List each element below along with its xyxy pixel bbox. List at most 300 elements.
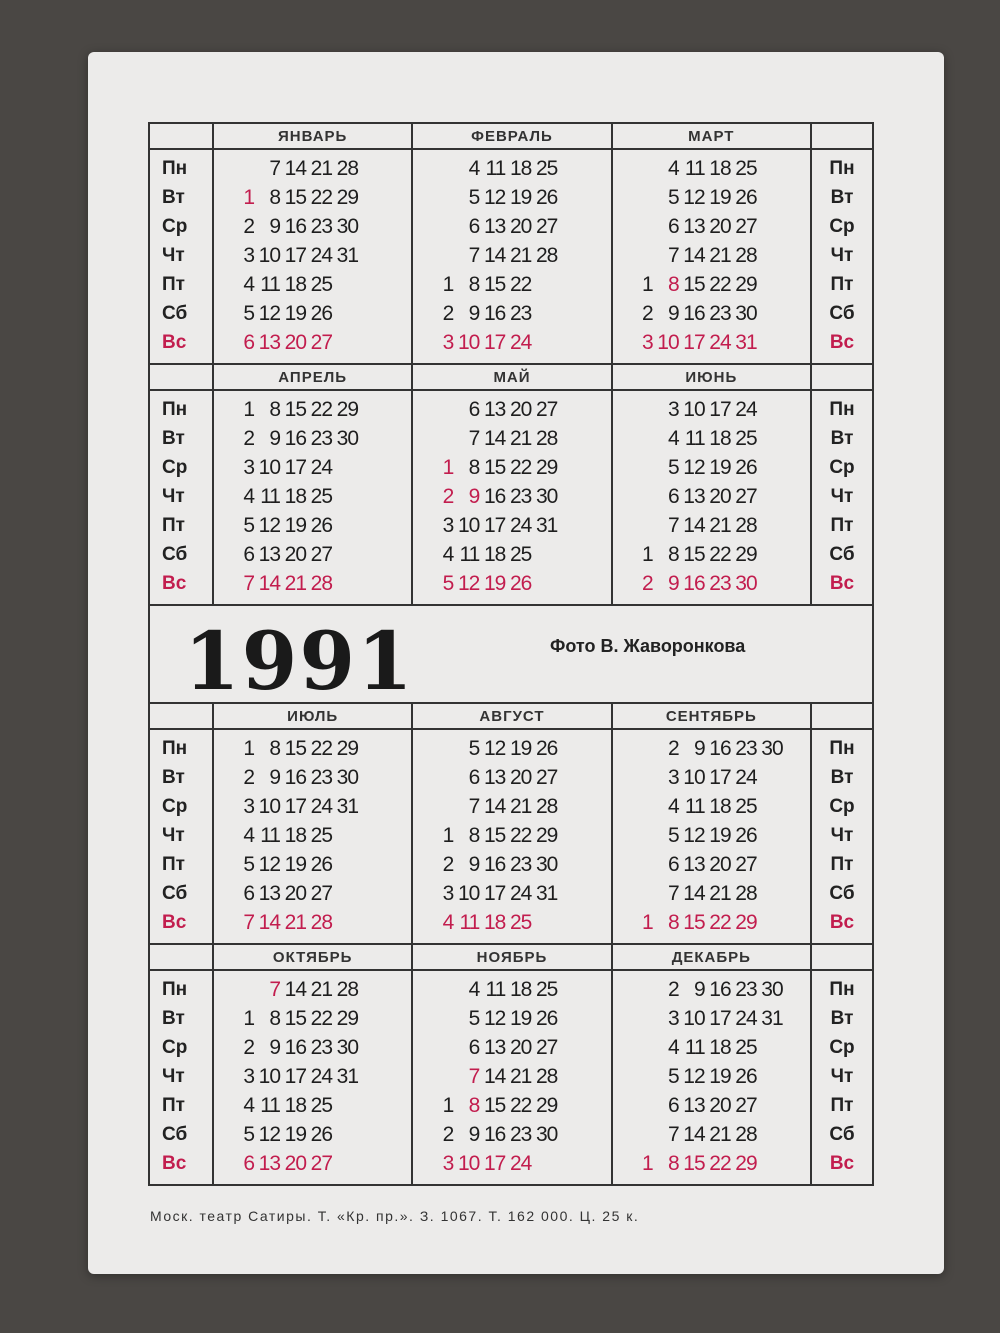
weekday-names-right <box>810 150 872 363</box>
day-number: 3 <box>243 455 254 479</box>
week-row <box>435 879 610 908</box>
day-number: 10 <box>258 1064 280 1088</box>
week-row <box>236 821 411 850</box>
day-number: 19 <box>509 736 532 760</box>
day-number: 15 <box>683 1151 705 1175</box>
day-number: 2 <box>641 571 653 595</box>
day-number: 29 <box>336 185 358 209</box>
day-number: 12 <box>683 185 705 209</box>
week-row <box>635 183 810 212</box>
day-number: 19 <box>509 1006 532 1030</box>
day-number: 21 <box>709 1122 731 1146</box>
weekday-label: Сб <box>162 1124 188 1145</box>
day-number: 20 <box>509 1035 532 1059</box>
day-number: 12 <box>258 852 280 876</box>
day-number: 16 <box>709 736 731 760</box>
day-number: 25 <box>535 977 558 1001</box>
day-number: 2 <box>442 852 454 876</box>
month-days <box>611 971 810 1184</box>
day-number: 18 <box>509 977 532 1001</box>
day-number: 26 <box>735 185 757 209</box>
week-row <box>435 212 610 241</box>
day-number: 5 <box>442 571 454 595</box>
day-number: 2 <box>243 426 254 450</box>
day-number: 4 <box>667 794 679 818</box>
day-number: 1 <box>641 1151 653 1175</box>
week-row <box>635 975 810 1004</box>
day-number: 10 <box>258 794 280 818</box>
week-row <box>236 763 411 792</box>
day-number: 18 <box>509 156 532 180</box>
day-number: 15 <box>683 542 705 566</box>
day-number: 27 <box>310 542 332 566</box>
day-number: 23 <box>509 301 532 325</box>
day-number: 20 <box>284 1151 306 1175</box>
day-number: 24 <box>310 455 332 479</box>
weekday-label: Сб <box>829 883 855 904</box>
day-number: 9 <box>269 426 280 450</box>
day-number: 24 <box>709 330 731 354</box>
day-number: 3 <box>442 1151 454 1175</box>
day-number: 17 <box>483 513 506 537</box>
day-number: 30 <box>336 426 358 450</box>
day-number: 10 <box>683 765 705 789</box>
day-number: 17 <box>483 1151 506 1175</box>
day-number: 4 <box>243 272 254 296</box>
week-row <box>635 1062 810 1091</box>
day-number: 15 <box>483 272 506 296</box>
day-number: 2 <box>243 214 254 238</box>
weekday-names-right <box>810 971 872 1184</box>
weekday-label: Вс <box>829 573 855 594</box>
week-row <box>236 1004 411 1033</box>
week-row <box>435 241 610 270</box>
weekday-label: Сб <box>162 544 188 565</box>
day-number: 14 <box>683 1122 705 1146</box>
day-number: 11 <box>684 426 705 450</box>
day-number: 24 <box>310 794 332 818</box>
day-number: 5 <box>468 736 480 760</box>
day-number: 15 <box>284 397 306 421</box>
day-number: 30 <box>735 571 757 595</box>
day-number: 9 <box>667 571 679 595</box>
week-row <box>236 569 411 598</box>
weekday-label: Вт <box>162 767 185 788</box>
day-number: 10 <box>683 1006 705 1030</box>
day-number: 12 <box>258 513 280 537</box>
day-number: 3 <box>667 1006 679 1030</box>
weekday-label: Ср <box>829 457 855 478</box>
month-name: АПРЕЛЬ <box>212 365 411 391</box>
day-number: 22 <box>709 910 731 934</box>
day-number: 28 <box>310 910 332 934</box>
day-number: 28 <box>535 794 558 818</box>
day-number: 30 <box>535 852 558 876</box>
day-number: 25 <box>735 1035 757 1059</box>
day-number: 6 <box>468 397 480 421</box>
day-number: 5 <box>468 1006 480 1030</box>
day-number: 26 <box>535 1006 558 1030</box>
day-number: 2 <box>667 977 679 1001</box>
day-number: 21 <box>509 794 532 818</box>
month-days <box>411 971 610 1184</box>
day-number: 28 <box>535 243 558 267</box>
day-number: 5 <box>468 185 480 209</box>
day-number: 23 <box>735 977 757 1001</box>
day-number: 9 <box>667 301 679 325</box>
day-number: 7 <box>667 881 679 905</box>
week-row <box>435 850 610 879</box>
day-number: 16 <box>284 214 306 238</box>
day-number: 27 <box>735 1093 757 1117</box>
day-number: 30 <box>336 214 358 238</box>
day-number: 31 <box>336 794 358 818</box>
day-number: 6 <box>468 1035 480 1059</box>
month-name: СЕНТЯБРЬ <box>611 704 810 730</box>
day-number: 19 <box>709 185 731 209</box>
day-number: 27 <box>535 1035 558 1059</box>
day-number: 28 <box>735 881 757 905</box>
month-name: НОЯБРЬ <box>411 945 610 971</box>
calendar-grid <box>148 122 874 1186</box>
day-number: 13 <box>483 214 506 238</box>
weekday-label: Сб <box>829 544 855 565</box>
week-row <box>435 1062 610 1091</box>
weekday-label: Сб <box>162 303 188 324</box>
day-number: 22 <box>509 272 532 296</box>
week-row <box>635 395 810 424</box>
day-number: 1 <box>243 397 254 421</box>
day-number: 5 <box>667 185 679 209</box>
day-number: 17 <box>709 397 731 421</box>
day-number: 16 <box>683 571 705 595</box>
week-row <box>435 511 610 540</box>
day-number: 12 <box>483 1006 506 1030</box>
day-number: 19 <box>709 455 731 479</box>
day-number: 17 <box>284 1064 306 1088</box>
weekday-label: Вс <box>162 332 187 353</box>
day-number: 15 <box>284 736 306 760</box>
day-number: 20 <box>709 852 731 876</box>
day-number: 13 <box>258 330 280 354</box>
week-row <box>236 424 411 453</box>
day-number: 10 <box>683 397 705 421</box>
week-row <box>635 241 810 270</box>
weekday-label: Пт <box>830 274 854 295</box>
weekday-label: Вт <box>830 767 854 788</box>
day-number: 27 <box>735 484 757 508</box>
header-spacer <box>810 704 872 730</box>
day-number: 20 <box>709 214 731 238</box>
day-number: 13 <box>683 214 705 238</box>
day-number: 22 <box>310 185 332 209</box>
weekday-label: Пн <box>829 158 855 179</box>
day-number: 14 <box>683 243 705 267</box>
day-number: 11 <box>260 1093 280 1117</box>
header-spacer <box>810 945 872 971</box>
day-number: 23 <box>709 301 731 325</box>
day-number: 22 <box>509 455 532 479</box>
day-number: 30 <box>535 1122 558 1146</box>
day-number: 5 <box>243 301 254 325</box>
day-number: 16 <box>284 765 306 789</box>
day-number: 21 <box>284 571 306 595</box>
week-row <box>635 763 810 792</box>
day-number: 3 <box>243 243 254 267</box>
day-number: 23 <box>509 484 532 508</box>
day-number: 12 <box>258 301 280 325</box>
weekday-names-right <box>810 391 872 604</box>
day-number: 25 <box>509 542 532 566</box>
day-number: 7 <box>243 571 254 595</box>
week-row <box>435 734 610 763</box>
day-number: 11 <box>684 156 705 180</box>
day-number: 30 <box>336 1035 358 1059</box>
day-number: 14 <box>284 156 306 180</box>
weekday-label: Вт <box>162 187 185 208</box>
day-number: 25 <box>310 1093 332 1117</box>
day-number: 20 <box>509 397 532 421</box>
day-number: 2 <box>442 484 454 508</box>
week-row <box>435 1120 610 1149</box>
day-number: 27 <box>735 214 757 238</box>
day-number: 8 <box>269 736 280 760</box>
header-spacer <box>150 124 212 150</box>
day-number: 18 <box>483 542 506 566</box>
day-number: 9 <box>468 1122 480 1146</box>
day-number: 19 <box>483 571 506 595</box>
week-row <box>435 424 610 453</box>
day-number: 2 <box>243 765 254 789</box>
day-number: 24 <box>735 765 757 789</box>
month-name: АВГУСТ <box>411 704 610 730</box>
weekday-names-right <box>810 730 872 943</box>
day-number: 17 <box>284 455 306 479</box>
week-row <box>236 453 411 482</box>
day-number: 30 <box>735 301 757 325</box>
day-number: 10 <box>457 513 480 537</box>
day-number: 14 <box>284 977 306 1001</box>
week-row <box>236 154 411 183</box>
week-row <box>635 424 810 453</box>
day-number: 29 <box>735 272 757 296</box>
day-number: 29 <box>735 910 757 934</box>
weekday-label: Ср <box>829 216 855 237</box>
weekday-names-left <box>150 730 212 943</box>
month-days <box>611 730 810 943</box>
day-number: 21 <box>310 977 332 1001</box>
weekday-label: Пт <box>162 515 185 536</box>
week-row <box>635 850 810 879</box>
weekday-label: Пт <box>162 854 185 875</box>
week-row <box>635 879 810 908</box>
week-row <box>635 1149 810 1178</box>
month-name: ОКТЯБРЬ <box>212 945 411 971</box>
day-number: 4 <box>667 426 679 450</box>
week-row <box>236 328 411 357</box>
day-number: 12 <box>483 736 506 760</box>
week-row <box>236 511 411 540</box>
week-row <box>435 453 610 482</box>
day-number: 21 <box>310 156 332 180</box>
day-number: 7 <box>468 794 480 818</box>
day-number: 4 <box>243 823 254 847</box>
weekday-label: Вс <box>162 912 187 933</box>
week-row <box>236 1120 411 1149</box>
day-number: 15 <box>483 1093 506 1117</box>
weekday-label: Чт <box>830 486 854 507</box>
day-number: 20 <box>709 1093 731 1117</box>
day-number: 31 <box>336 243 358 267</box>
month-name: ИЮЛЬ <box>212 704 411 730</box>
day-number: 19 <box>284 301 306 325</box>
weekday-label: Сб <box>829 1124 855 1145</box>
month-days <box>611 150 810 363</box>
week-row <box>435 1091 610 1120</box>
day-number: 9 <box>468 301 480 325</box>
day-number: 24 <box>509 513 532 537</box>
day-number: 11 <box>459 542 480 566</box>
day-number: 14 <box>483 243 506 267</box>
week-row <box>435 1004 610 1033</box>
year-banner <box>150 606 872 708</box>
weekday-label: Вс <box>829 332 855 353</box>
day-number: 8 <box>468 272 480 296</box>
day-number: 29 <box>336 736 358 760</box>
day-number: 11 <box>485 156 506 180</box>
day-number: 1 <box>641 542 653 566</box>
day-number: 17 <box>709 765 731 789</box>
day-number: 6 <box>468 765 480 789</box>
week-row <box>635 299 810 328</box>
weekday-label: Пн <box>162 158 188 179</box>
week-row <box>635 1120 810 1149</box>
day-number: 6 <box>243 330 254 354</box>
day-number: 28 <box>535 426 558 450</box>
week-row <box>236 792 411 821</box>
day-number: 4 <box>442 910 454 934</box>
day-number: 22 <box>709 272 731 296</box>
day-number: 27 <box>535 214 558 238</box>
week-row <box>635 540 810 569</box>
day-number: 23 <box>310 214 332 238</box>
day-number: 21 <box>709 513 731 537</box>
week-row <box>236 241 411 270</box>
day-number: 26 <box>509 571 532 595</box>
day-number: 9 <box>693 736 705 760</box>
weekday-label: Сб <box>829 303 855 324</box>
day-number: 8 <box>667 1151 679 1175</box>
month-name: ИЮНЬ <box>611 365 810 391</box>
weekday-label: Чт <box>162 245 185 266</box>
month-name: ДЕКАБРЬ <box>611 945 810 971</box>
day-number: 18 <box>284 484 306 508</box>
day-number: 1 <box>243 736 254 760</box>
day-number: 2 <box>641 301 653 325</box>
weekday-label: Чт <box>162 486 185 507</box>
day-number: 3 <box>243 794 254 818</box>
day-number: 29 <box>535 823 558 847</box>
week-row <box>236 1091 411 1120</box>
day-number: 15 <box>683 910 705 934</box>
weekday-label: Пт <box>830 1095 854 1116</box>
day-number: 19 <box>709 823 731 847</box>
day-number: 13 <box>483 397 506 421</box>
month-days <box>212 730 411 943</box>
week-row <box>435 328 610 357</box>
week-row <box>236 395 411 424</box>
month-name: ФЕВРАЛЬ <box>411 124 610 150</box>
day-number: 3 <box>667 397 679 421</box>
day-number: 6 <box>468 214 480 238</box>
day-number: 5 <box>243 852 254 876</box>
day-number: 18 <box>284 1093 306 1117</box>
day-number: 17 <box>284 794 306 818</box>
day-number: 24 <box>509 881 532 905</box>
month-days <box>611 391 810 604</box>
day-number: 15 <box>483 823 506 847</box>
weekday-label: Пн <box>829 738 855 759</box>
week-row <box>435 1149 610 1178</box>
day-number: 27 <box>310 881 332 905</box>
weekday-label: Пн <box>162 738 188 759</box>
day-number: 15 <box>683 272 705 296</box>
day-number: 2 <box>442 301 454 325</box>
day-number: 13 <box>483 765 506 789</box>
day-number: 11 <box>260 484 280 508</box>
day-number: 13 <box>258 881 280 905</box>
day-number: 24 <box>310 243 332 267</box>
day-number: 30 <box>336 765 358 789</box>
day-number: 20 <box>284 542 306 566</box>
day-number: 18 <box>709 1035 731 1059</box>
day-number: 4 <box>442 542 454 566</box>
day-number: 10 <box>457 881 480 905</box>
quarter-block <box>150 945 872 1184</box>
week-row <box>435 183 610 212</box>
day-number: 18 <box>709 426 731 450</box>
day-number: 14 <box>683 513 705 537</box>
day-number: 23 <box>735 736 757 760</box>
day-number: 25 <box>535 156 558 180</box>
week-row <box>635 154 810 183</box>
day-number: 6 <box>667 852 679 876</box>
day-number: 19 <box>284 1122 306 1146</box>
week-row <box>236 299 411 328</box>
week-row <box>435 395 610 424</box>
day-number: 25 <box>735 426 757 450</box>
day-number: 12 <box>683 1064 705 1088</box>
day-number: 6 <box>243 542 254 566</box>
day-number: 16 <box>483 484 506 508</box>
day-number: 27 <box>310 1151 332 1175</box>
day-number: 13 <box>483 1035 506 1059</box>
day-number: 1 <box>442 455 454 479</box>
day-number: 12 <box>483 185 506 209</box>
weekday-label: Вс <box>829 912 855 933</box>
week-row <box>435 154 610 183</box>
week-row <box>236 482 411 511</box>
week-row <box>236 734 411 763</box>
day-number: 24 <box>735 397 757 421</box>
month-days <box>212 391 411 604</box>
week-row <box>435 540 610 569</box>
day-number: 15 <box>284 185 306 209</box>
day-number: 20 <box>284 881 306 905</box>
week-row <box>635 1033 810 1062</box>
weekday-label: Ср <box>162 1037 188 1058</box>
weekday-label: Ср <box>829 1037 855 1058</box>
